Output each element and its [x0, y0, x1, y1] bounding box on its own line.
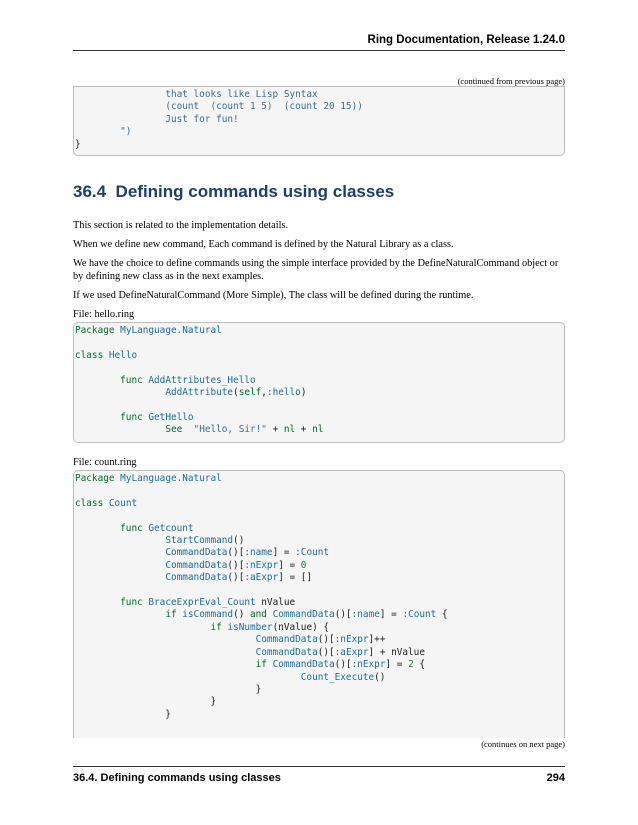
section-title: Defining commands using classes	[115, 182, 395, 201]
section-number: 36.4	[73, 182, 107, 201]
continued-note: (continued from previous page)	[457, 76, 565, 86]
paragraph: If we used DefineNaturalCommand (More Simple), The class will be defined during the runtime.	[73, 290, 474, 301]
code-text: Package MyLanguage.Natural class Hello func AddAttributes_Hello AddAttribute(self,:hello) func GetHello See "Hello, Sir!" + nl + nl	[75, 325, 324, 436]
paragraph: This section is related to the implementation details.	[73, 220, 289, 231]
code-block-count	[73, 470, 565, 738]
code-block-continued	[73, 86, 565, 156]
running-title: Ring Documentation, Release 1.24.0	[367, 34, 565, 46]
paragraph: When we define new command, Each command is defined by the Natural Library as a class.	[73, 239, 454, 250]
code-text: Package MyLanguage.Natural class Count func Getcount StartCommand() CommandData()[:name] = :Count CommandData()[:nExpr] = 0 CommandData()[:aExpr] = [] func BraceExprEval_Count nValue if isCommand() and CommandData()[:name] = :Count { if isNumber(nValue) { CommandData()[:nExpr]++ CommandData()[:aExpr] + nValue if CommandData()[:nExpr] = 2 { Count_Execute() } } }	[75, 473, 448, 720]
section-heading	[73, 182, 394, 202]
file-label-hello: File: hello.ring	[73, 309, 135, 320]
footer-section-ref: 36.4. Defining commands using classes	[73, 772, 281, 784]
paragraph: We have the choice to define commands using the simple interface provided by the DefineNaturalCommand object or by defining new class as in the next examples.	[73, 258, 559, 282]
page-number: 294	[546, 772, 565, 784]
page-header	[73, 34, 565, 51]
file-label-count: File: count.ring	[73, 457, 137, 468]
page-footer	[73, 766, 565, 787]
code-text: that looks like Lisp Syntax (count (count 1 5) (count 20 15)) Just for fun! ") }	[75, 89, 363, 150]
code-block-hello	[73, 322, 565, 443]
continues-note: (continues on next page)	[481, 739, 565, 749]
